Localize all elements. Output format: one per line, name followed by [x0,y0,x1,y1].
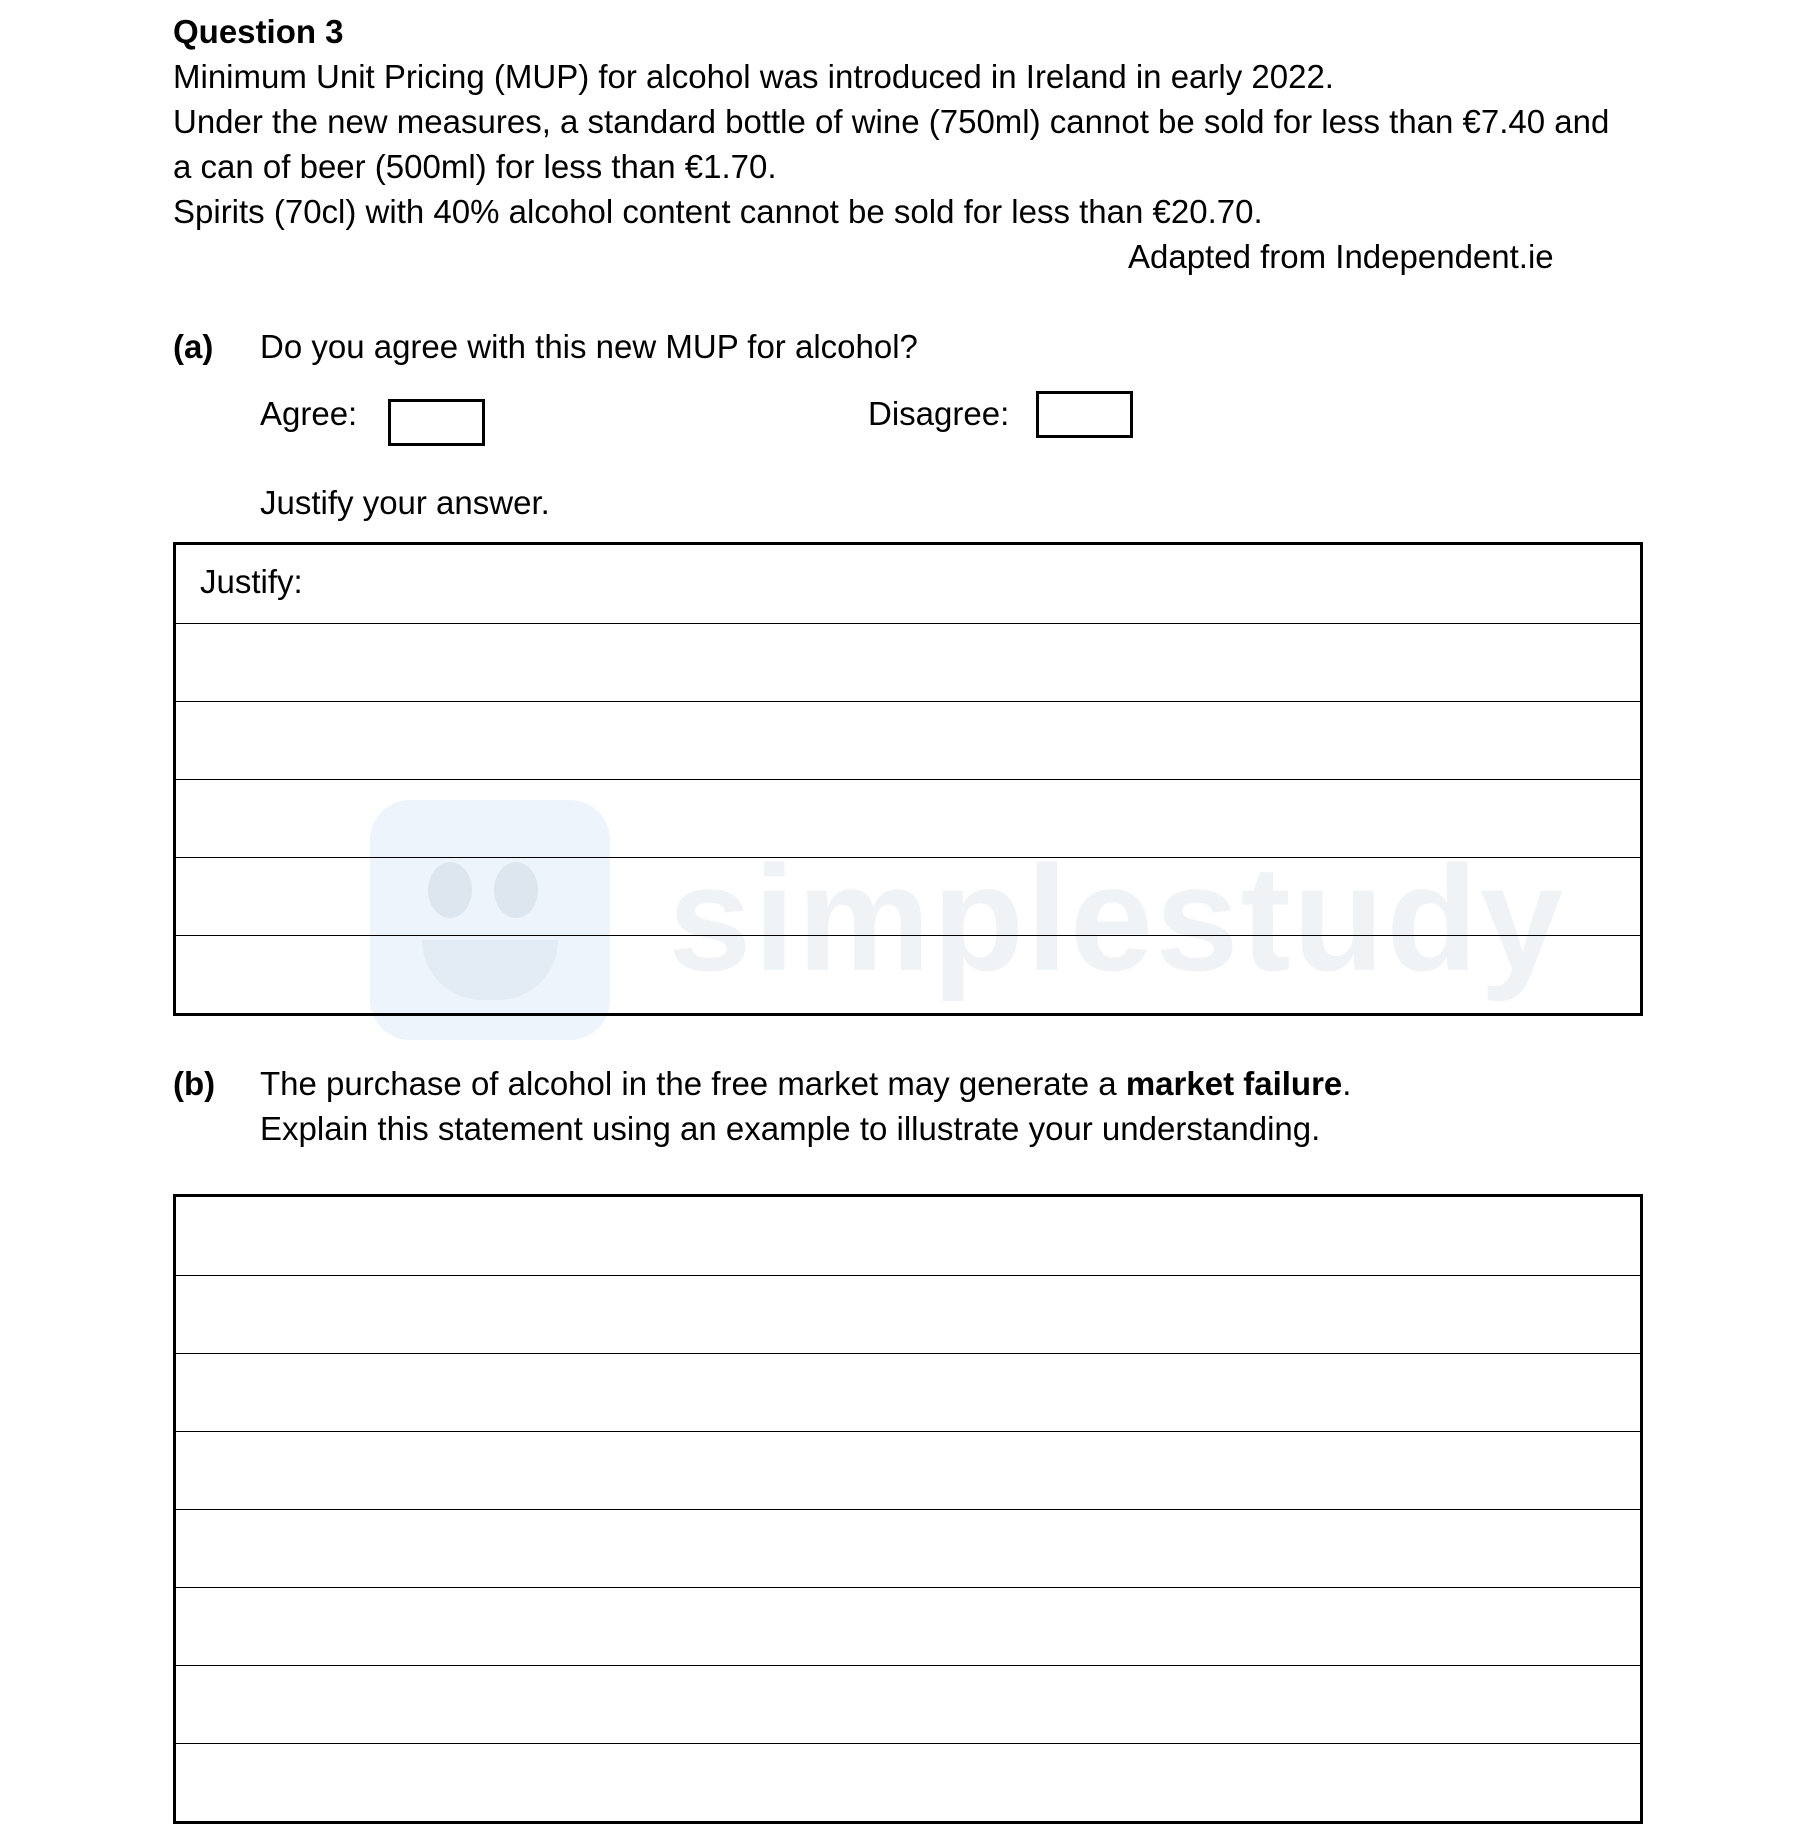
watermark-text: simplestudy [668,834,1566,1002]
disagree-label: Disagree: [868,395,1010,432]
answer-line[interactable] [176,1743,1640,1821]
answer-line[interactable] [176,701,1640,779]
answer-line[interactable] [176,935,1640,1013]
answer-line[interactable] [176,1665,1640,1743]
intro-line-1: Minimum Unit Pricing (MUP) for alcohol was introduced in Ireland in early 2022. [173,58,1334,95]
part-b-prompt-line-1 [260,1064,1351,1104]
answer-line[interactable] [176,623,1640,701]
answer-line[interactable] [176,1431,1640,1509]
answer-line[interactable] [176,1353,1640,1431]
agree-label: Agree: [260,395,358,432]
answer-line[interactable] [176,857,1640,935]
justify-prompt: Justify your answer. [260,484,550,521]
part-a-answer-box[interactable] [173,542,1643,1016]
answer-line[interactable] [176,1587,1640,1665]
answer-line[interactable] [176,1509,1640,1587]
part-b-label: (b) [173,1065,216,1102]
agree-checkbox[interactable] [388,399,485,446]
justify-label: Justify: [200,563,303,600]
part-a-prompt: Do you agree with this new MUP for alcohol? [260,328,918,365]
answer-line[interactable] [176,1197,1640,1275]
market-failure-term: market failure [1125,1065,1343,1102]
answer-line[interactable] [176,1275,1640,1353]
part-a-label: (a) [173,328,214,365]
part-b-prompt-period: . [1342,1065,1352,1102]
intro-line-4: Spirits (70cl) with 40% alcohol content cannot be sold for less than €20.70. [173,193,1263,230]
intro-line-2: Under the new measures, a standard bottle of wine (750ml) cannot be sold for less than €7.40 and [173,103,1610,140]
part-b-prompt-line-2: Explain this statement using an example to illustrate your understanding. [260,1110,1321,1147]
part-b-prompt-text: The purchase of alcohol in the free market may generate a [260,1065,1126,1102]
answer-line[interactable] [176,779,1640,857]
disagree-checkbox[interactable] [1036,391,1133,438]
source-attribution: Adapted from Independent.ie [1128,238,1554,275]
intro-line-3: a can of beer (500ml) for less than €1.70. [173,148,777,185]
question-title: Question 3 [173,13,344,50]
part-b-answer-box[interactable] [173,1194,1643,1824]
